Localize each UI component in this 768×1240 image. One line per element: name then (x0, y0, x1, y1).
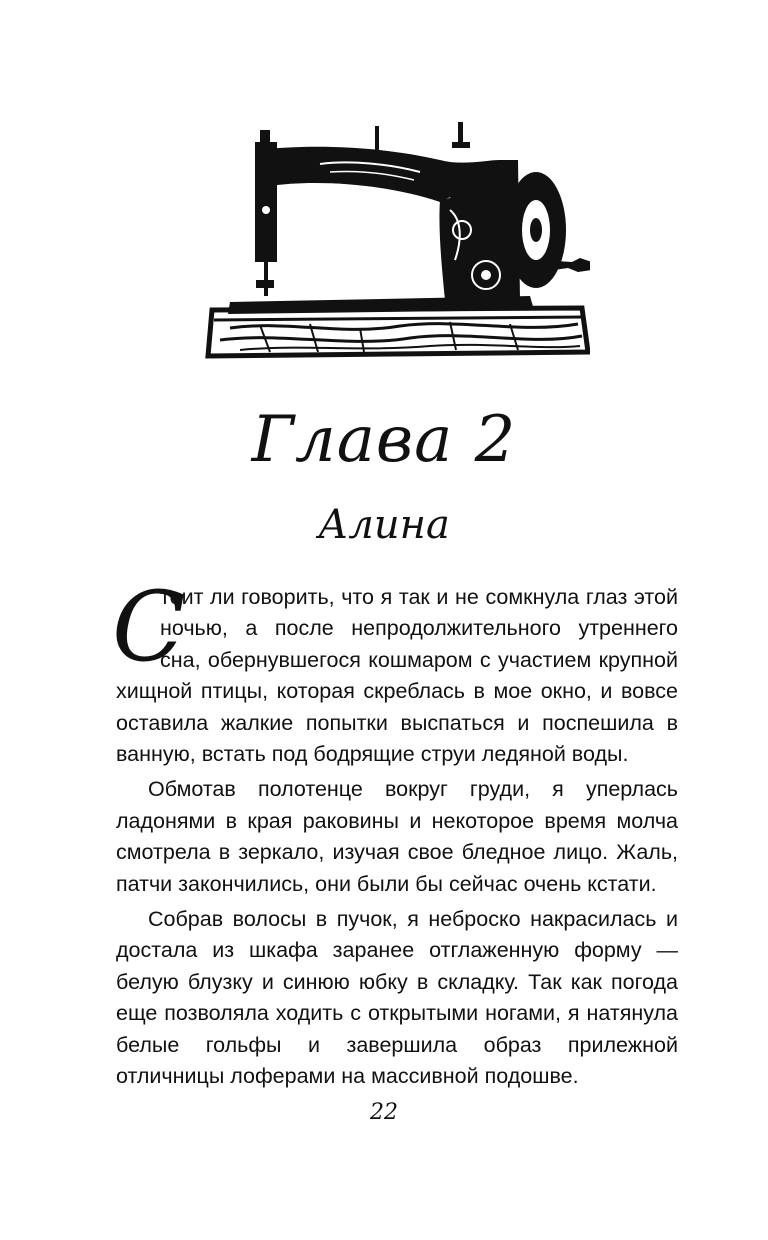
paragraph-2: Обмотав полотенце вокруг груди, я уперлась ладонями в края раковины и некоторое время молча смотрела в зеркало, изучая свое бледное лицо. Жаль, патчи закончились, они были бы сейчас очень кстати. (116, 777, 678, 896)
page-number: 22 (370, 1100, 398, 1125)
paragraph-1-text: тоит ли говорить, что я так и не сомкнула глаз этой ночью, а после непродолжительного утреннего сна, обернувшегося кошмаром с участием крупной хищной птицы, которая скреблась в мое окно, и вовсе оставила жалкие попытки выспаться и поспешила в ванную, встать под бодрящие струи ледяной воды. (116, 585, 678, 767)
chapter-title: Глава 2 (251, 403, 517, 477)
chapter-subtitle: Алина (318, 502, 450, 548)
drop-cap: С (112, 571, 186, 683)
paragraph (112, 571, 678, 770)
sewing-machine-icon (200, 120, 590, 365)
body-text (112, 571, 678, 1093)
paragraph-3: Собрав волосы в пучок, я неброско накрасилась и достала из шкафа заранее отглаженную форму — белую блузку и синюю юбку в складку. Так как погода еще позволяла ходить с открытыми ногами, я натянула белые гольфы и завершила образ прилежной отличницы лоферами на массивной подошве. (116, 907, 678, 1089)
